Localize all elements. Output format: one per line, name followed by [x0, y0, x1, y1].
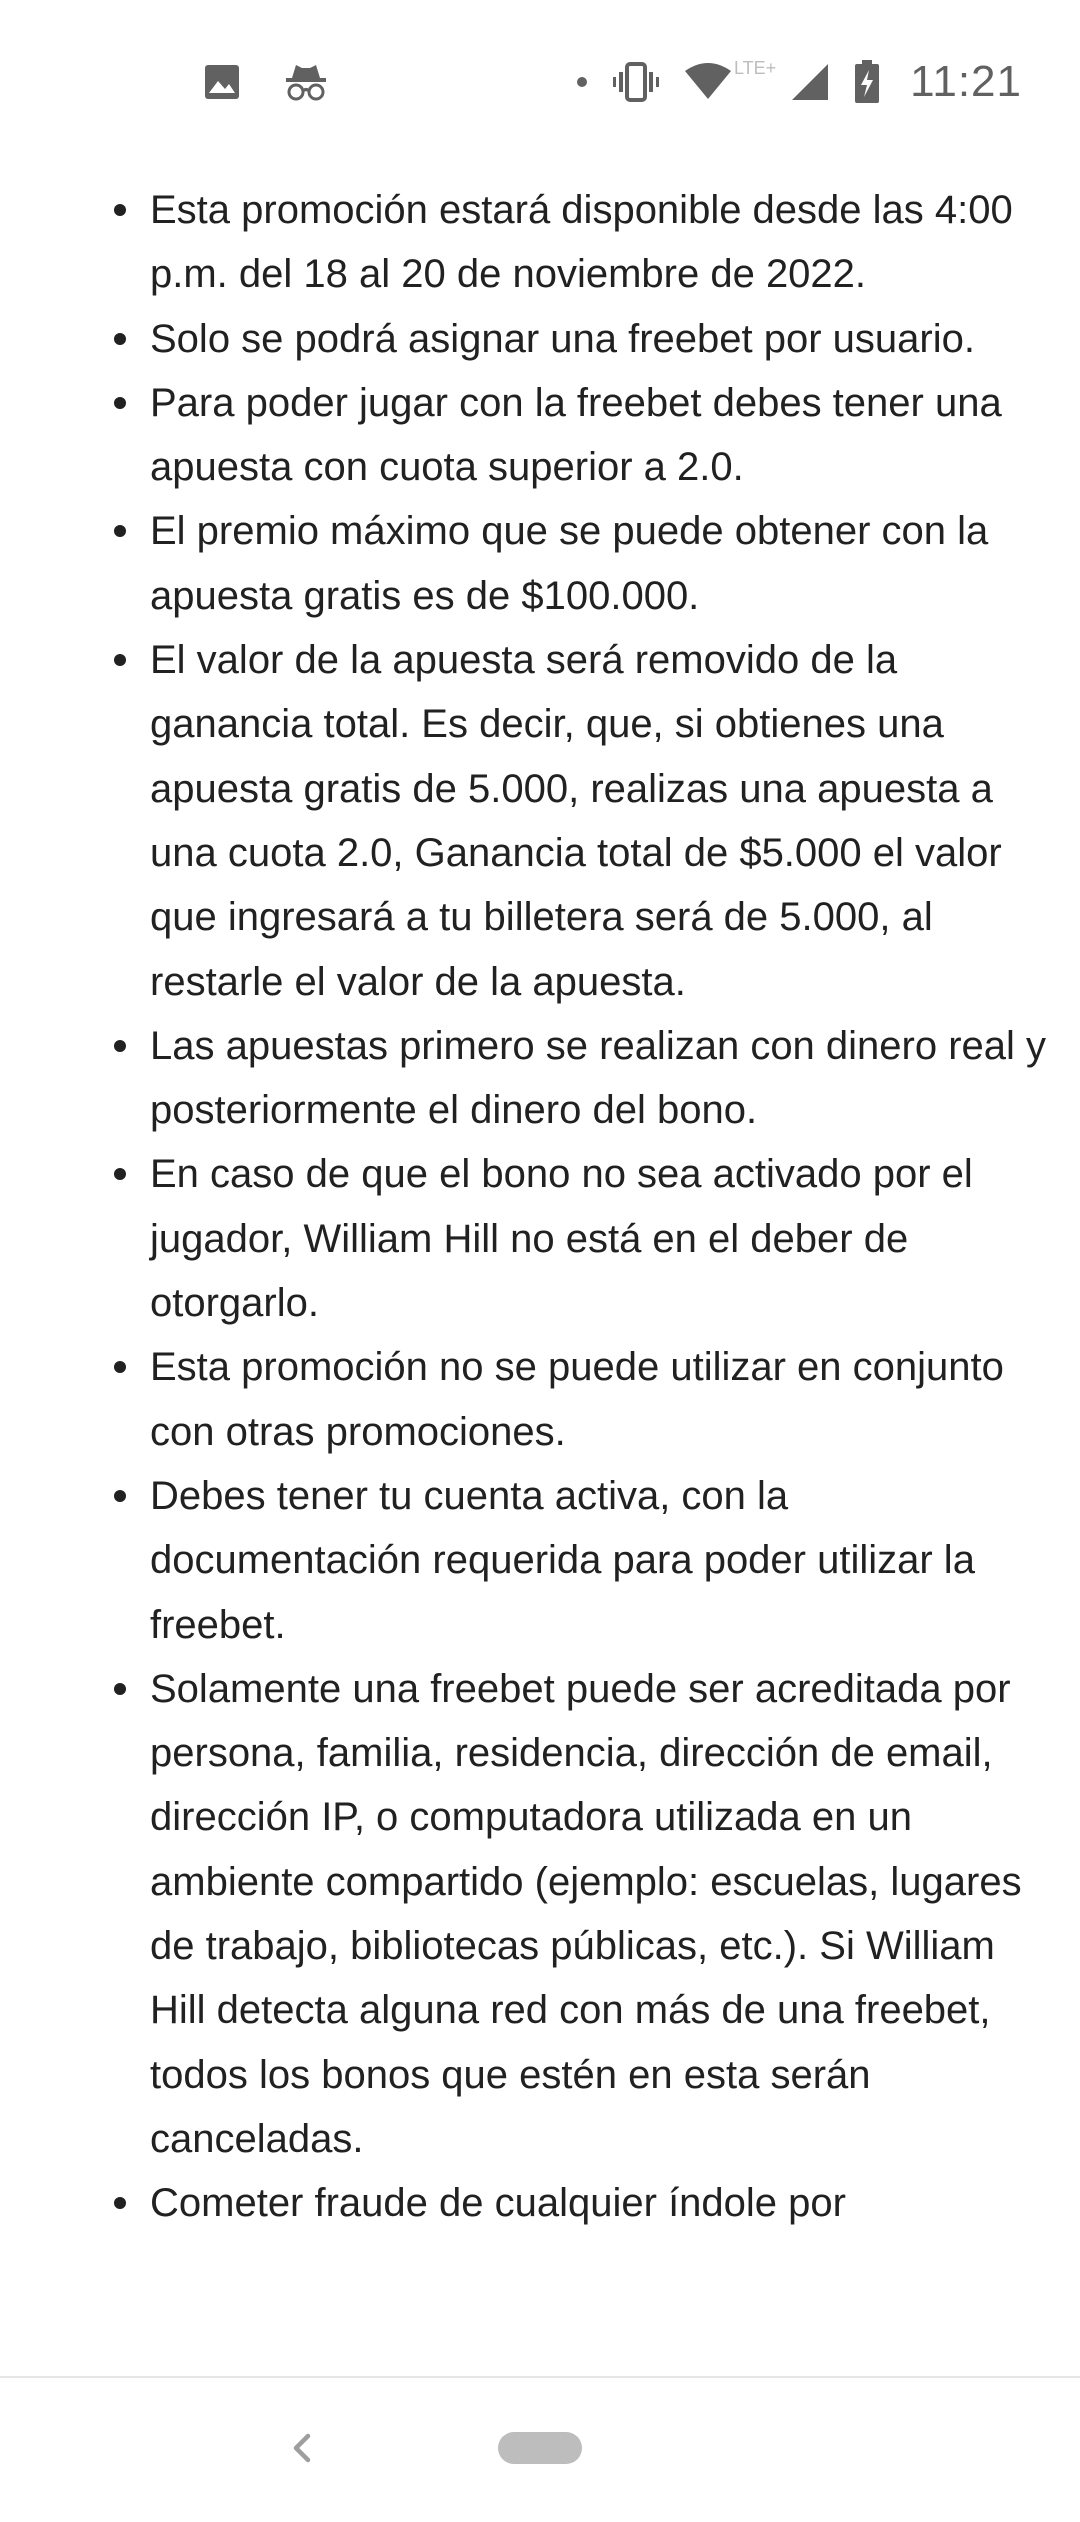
incognito-icon	[284, 62, 328, 102]
list-item-text: Solo se podrá asignar una freebet por usuario.	[150, 316, 975, 361]
list-item-text: Solamente una freebet puede ser acreditada por persona, familia, residencia, dirección de email, dirección IP, o computadora utilizada en un ambiente compartido (ejemplo: escuelas, lugares de trabajo, bibliotecas públicas, etc.). Si William Hill detecta alguna red con más de una freebet, todos los bonos que estén en esta serán canceladas.	[150, 1666, 1022, 2161]
list-item	[150, 1657, 1052, 2171]
bullet-icon	[114, 1040, 126, 1052]
terms-list	[0, 178, 1080, 2236]
list-item	[150, 1014, 1052, 1143]
list-item	[150, 178, 1052, 307]
status-bar	[0, 0, 1080, 168]
list-item-text: Para poder jugar con la freebet debes tener una apuesta con cuota superior a 2.0.	[150, 380, 1002, 490]
list-item	[150, 371, 1052, 500]
home-pill-icon[interactable]	[498, 2432, 582, 2464]
bullet-icon	[114, 525, 126, 537]
promo-terms-content	[0, 178, 1080, 2236]
back-button[interactable]	[276, 2420, 326, 2476]
list-item-text: En caso de que el bono no sea activado por el jugador, William Hill no está en el deber de otorgarlo.	[150, 1152, 973, 1326]
bullet-icon	[114, 1361, 126, 1373]
back-icon[interactable]	[276, 2420, 326, 2476]
signal-icon	[790, 62, 830, 102]
list-item-text: El valor de la apuesta será removido de la ganancia total. Es decir, que, si obtienes una apuesta gratis de 5.000, realizas una apuesta a una cuota 2.0, Ganancia total de $5.000 el valor que ingresará a tu billetera será de 5.000, al restarle el valor de la apuesta.	[150, 638, 1002, 1004]
list-item-text: Las apuestas primero se realizan con dinero real y posteriormente el dinero del bono.	[150, 1023, 1047, 1133]
bullet-icon	[114, 1168, 126, 1180]
list-item-text: Debes tener tu cuenta activa, con la documentación requerida para poder utilizar la freebet.	[150, 1473, 975, 1647]
battery-charging-icon	[854, 60, 880, 104]
list-item-text: Esta promoción no se puede utilizar en conjunto con otras promociones.	[150, 1345, 1004, 1454]
bullet-icon	[114, 1683, 126, 1695]
dot-icon	[576, 76, 588, 88]
list-item	[150, 1142, 1052, 1335]
bullet-icon	[114, 2197, 126, 2209]
status-time: 11:21	[910, 57, 1022, 106]
bullet-icon	[114, 654, 126, 666]
status-left-icons	[204, 62, 328, 102]
list-item	[150, 499, 1052, 628]
list-item-text: Cometer fraude de cualquier índole por	[150, 2181, 846, 2226]
wifi-icon	[684, 63, 732, 101]
image-icon	[204, 64, 240, 100]
list-item	[150, 307, 1052, 371]
status-right-icons	[576, 50, 1022, 114]
bullet-icon	[114, 1490, 126, 1502]
list-item-text: El premio máximo que se puede obtener con la apuesta gratis es de $100.000.	[150, 509, 989, 618]
list-item	[150, 628, 1052, 1014]
list-item	[150, 1464, 1052, 1657]
bullet-icon	[114, 397, 126, 409]
navigation-bar	[0, 2376, 1080, 2522]
list-item	[150, 2171, 1052, 2235]
list-item	[150, 1335, 1052, 1464]
bullet-icon	[114, 333, 126, 345]
network-type-label: LTE+	[733, 57, 777, 78]
list-item-text: Esta promoción estará disponible desde las 4:00 p.m. del 18 al 20 de noviembre de 2022.	[150, 188, 1013, 297]
bullet-icon	[114, 204, 126, 216]
vibrate-icon	[612, 62, 660, 102]
